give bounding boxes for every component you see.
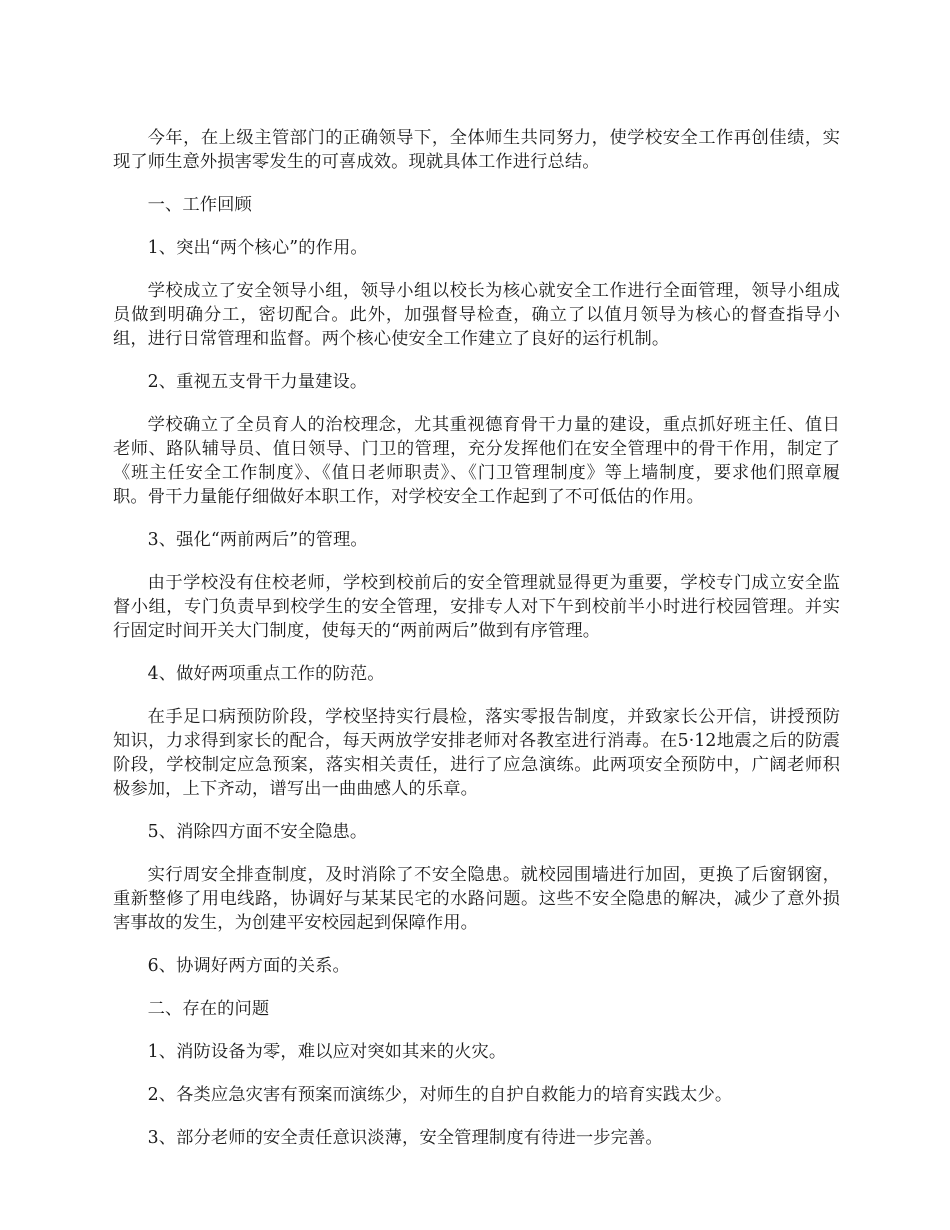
problem-item-1: 1、消防设备为零，难以应对突如其来的火灾。 — [147, 1042, 507, 1062]
item-heading-1: 1、突出“两个核心”的作用。 — [147, 238, 368, 258]
problem-item-2: 2、各类应急灾害有预案而演练少，对师生的自护自救能力的培育实践太少。 — [147, 1085, 733, 1105]
item-heading-6: 6、协调好两方面的关系。 — [147, 956, 350, 976]
paragraph-item-5: 实行周安全排查制度，及时消除了不安全隐患。就校园围墙进行加固，更换了后窗钢窗，重新整修了用电线路，协调好与某某民宅的水路问题。这些不安全隐患的解决，减少了意外损害事故的发生，为创建平安校园起到保障作用。 — [113, 865, 840, 933]
item-heading-5: 5、消除四方面不安全隐患。 — [147, 822, 368, 842]
item-heading-4: 4、做好两项重点工作的防范。 — [147, 664, 385, 684]
section-heading-review: 一、工作回顾 — [147, 195, 252, 215]
item-heading-3: 3、强化“两前两后”的管理。 — [147, 530, 368, 550]
item-heading-2: 2、重视五支骨干力量建设。 — [147, 372, 368, 392]
paragraph-item-4: 在手足口病预防阶段，学校坚持实行晨检，落实零报告制度，并致家长公开信，讲授预防知识，力求得到家长的配合，每天两放学安排老师对各教室进行消毒。在5·12地震之后的防震阶段，学校制定应急预案，落实相关责任，进行了应急演练。此两项安全预防中，广阔老师积极参加，上下齐动，谱写出一曲曲感人的乐章。 — [113, 707, 840, 799]
paragraph-item-2: 学校确立了全员育人的治校理念，尤其重视德育骨干力量的建设，重点抓好班主任、值日老师、路队辅导员、值日领导、门卫的管理，充分发挥他们在安全管理中的骨干作用，制定了《班主任安全工作制度》、《值日老师职责》、《门卫管理制度》等上墙制度，要求他们照章履职。骨干力量能仔细做好本职工作，对学校安全工作起到了不可低估的作用。 — [113, 415, 840, 507]
section-heading-problems: 二、存在的问题 — [147, 999, 270, 1019]
paragraph-intro: 今年，在上级主管部门的正确领导下，全体师生共同努力，使学校安全工作再创佳绩，实现了师生意外损害零发生的可喜成效。现就具体工作进行总结。 — [113, 128, 840, 172]
problem-item-3: 3、部分老师的安全责任意识淡薄，安全管理制度有待进一步完善。 — [147, 1128, 663, 1148]
paragraph-item-1: 学校成立了安全领导小组，领导小组以校长为核心就安全工作进行全面管理，领导小组成员做到明确分工，密切配合。此外，加强督导检查，确立了以值月领导为核心的督查指导小组，进行日常管理和监督。两个核心使安全工作建立了良好的运行机制。 — [113, 281, 840, 349]
paragraph-item-3: 由于学校没有住校老师，学校到校前后的安全管理就显得更为重要，学校专门成立安全监督小组，专门负责早到校学生的安全管理，安排专人对下午到校前半小时进行校园管理。并实行固定时间开关大门制度，使每天的“两前两后”做到有序管理。 — [113, 573, 840, 641]
